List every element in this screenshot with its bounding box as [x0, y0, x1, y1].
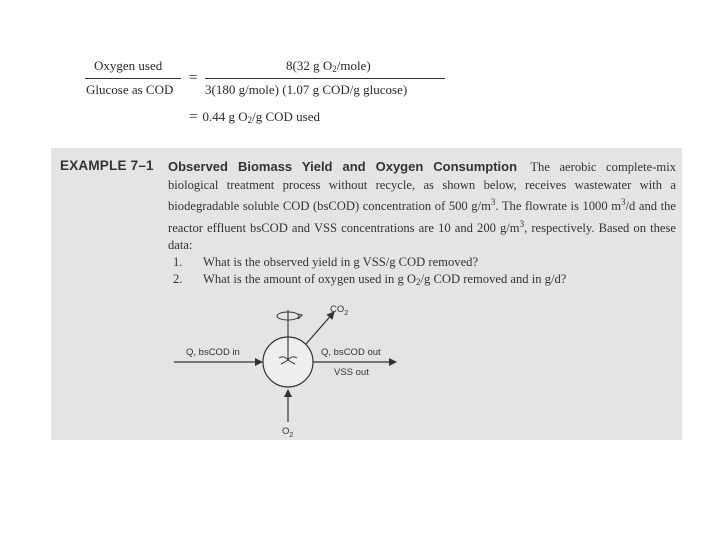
- lhs-denominator: Glucose as COD: [86, 82, 174, 97]
- rhs-fraction-bar: [205, 78, 445, 79]
- question-text: What is the amount of oxygen used in g $O_2/g$ COD removed and in g/d?: [203, 272, 567, 287]
- equals-sign: =: [189, 70, 198, 86]
- co2-arrow: [306, 312, 334, 344]
- equation-result: = 0.44 g $O_2/g$ COD used: [189, 109, 320, 125]
- lhs-numerator: Oxygen used: [94, 58, 163, 73]
- reactor-diagram: [51, 148, 682, 440]
- o2-label: $O_2$: [282, 426, 294, 439]
- outlet-label: Q, bsCOD out: [321, 347, 381, 358]
- inlet-label: Q, bsCOD in: [186, 347, 240, 358]
- rhs-denominator: 3(180 g/mole) (1.07 g COD/g glucose): [205, 82, 408, 97]
- example-paragraph: Observed Biomass Yield and Oxygen Consumption The aerobic complete-mix biological treatment process without recycle, as shown below, receives wastewater with a biodegradable soluble COD (bsCOD) concentration of 500 $g/m^3$. The flowrate is 1000 $m^3/d$ and the reactor effluent bsCOD and VSS concentrations are 10 and 200 $g/m^3$, respectively. Based on these data:: [168, 159, 676, 253]
- vss-out-label: VSS out: [334, 367, 369, 378]
- example-box: [51, 148, 682, 440]
- question-text: What is the observed yield in g VSS/g COD removed?: [203, 255, 479, 269]
- oxygen-glucose-equation: [82, 58, 462, 128]
- question-number: 1.: [173, 255, 183, 269]
- co2-label: $CO_2$: [330, 304, 349, 317]
- example-label: EXAMPLE 7–1: [60, 158, 154, 173]
- lhs-fraction-bar: [85, 78, 181, 79]
- example-title: Observed Biomass Yield and Oxygen Consumption: [168, 159, 518, 174]
- question-number: 2.: [173, 272, 183, 286]
- result-equals-sign: =: [189, 109, 198, 125]
- rhs-numerator: 8(32 g $O_2/mole$): [286, 58, 371, 74]
